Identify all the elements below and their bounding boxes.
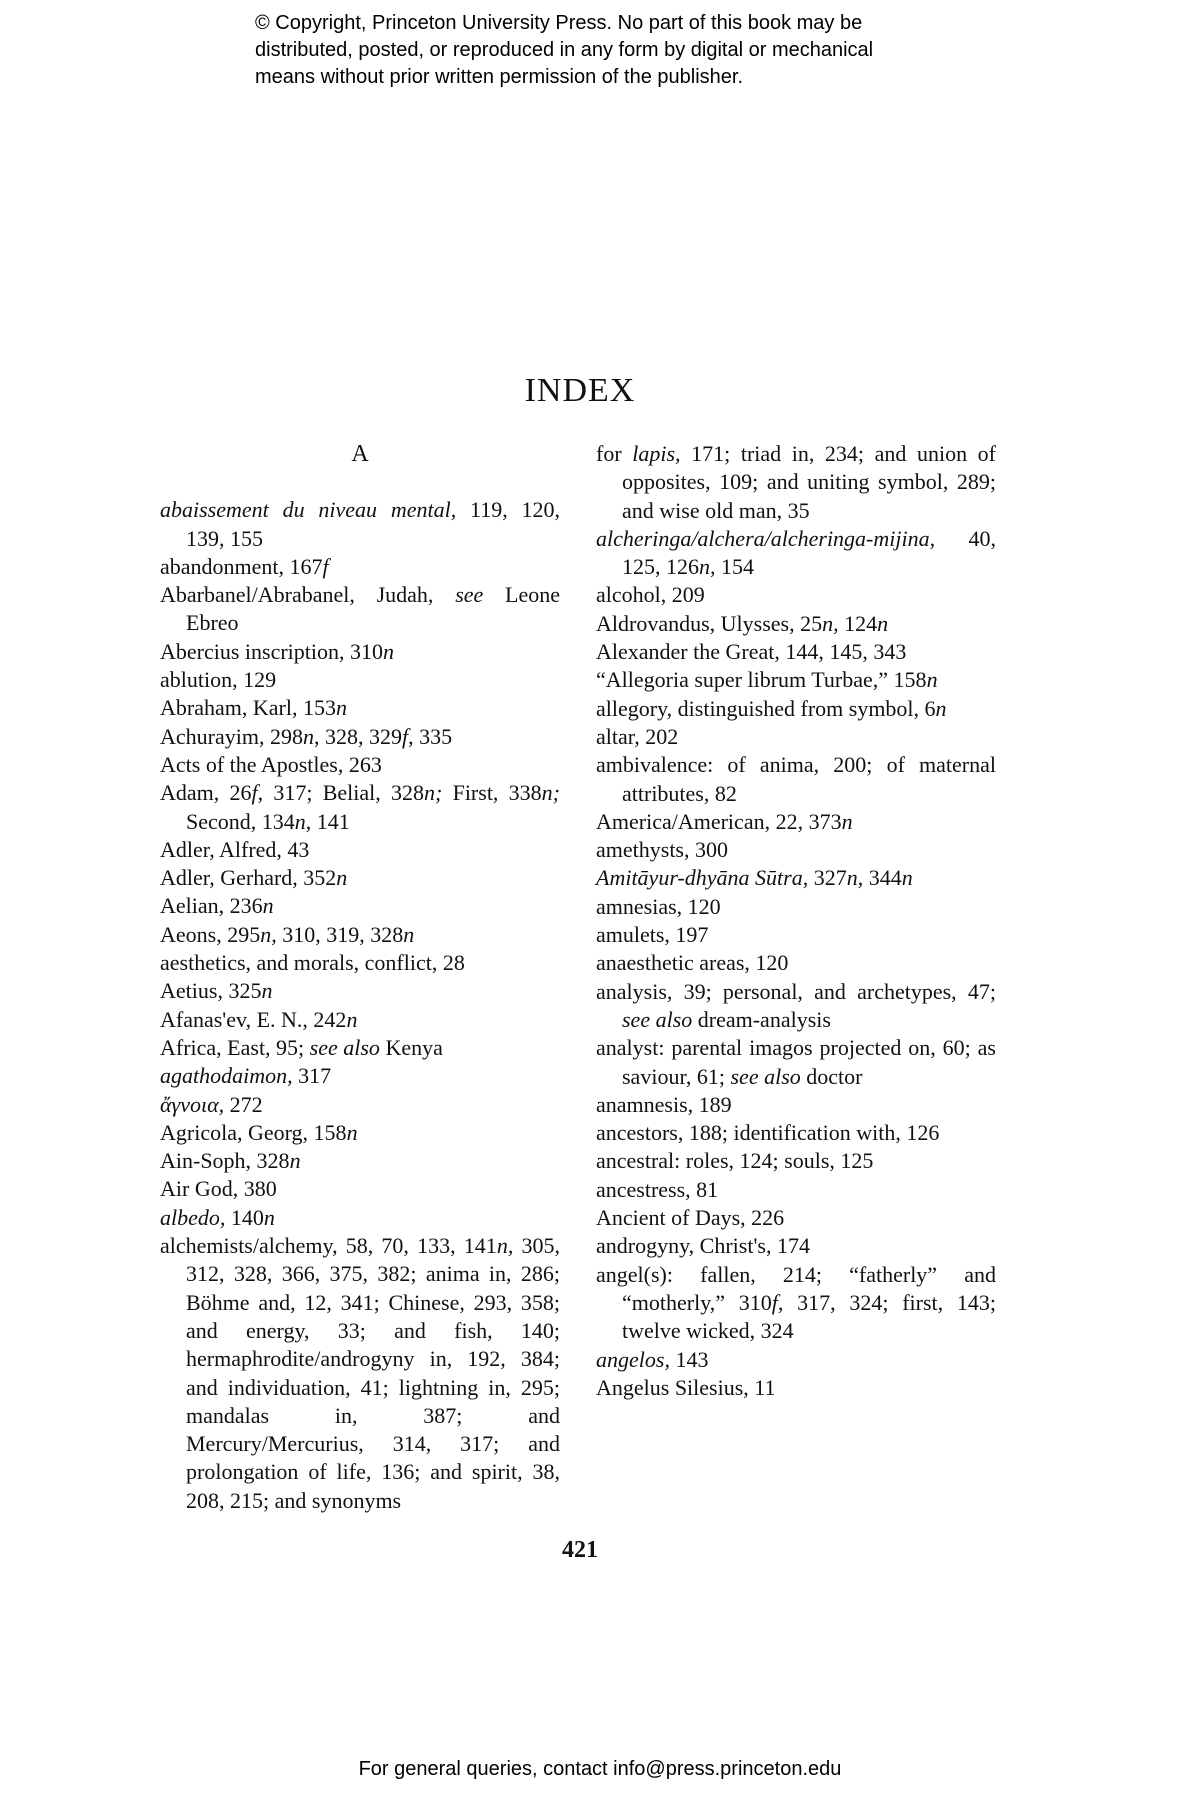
index-entry-text: angel(s): fallen, 214; “fatherly” and “motherly,” 310 [596, 1261, 996, 1315]
index-entry-text: n [335, 695, 347, 721]
index-entry [596, 751, 996, 808]
index-entry-text: ablution, 129 [160, 667, 277, 693]
index-entry [596, 1176, 996, 1204]
index-entry-text: amnesias, 120 [596, 893, 721, 919]
index-entry-text: Aelian, 236 [160, 893, 263, 919]
index-entry-text: 327 [808, 865, 847, 891]
index-entry-text: Aldrovandus, Ulysses, 25 [596, 610, 823, 636]
index-entry-text: n; [541, 780, 560, 806]
index-entry-text: altar, 202 [596, 723, 679, 749]
index-entry-text: ancestors, 188; identification with, 126 [596, 1120, 940, 1146]
index-entry-text: Second, 134 [186, 808, 295, 834]
index-entry-text: “Allegoria super librum Turbae,” 158 [596, 667, 927, 693]
index-entry-text: Angelus Silesius, 11 [596, 1374, 776, 1400]
index-entry-text: n, [294, 808, 312, 834]
index-entry-text: Aeons, 295 [160, 921, 261, 947]
index-entry-text: n, [260, 921, 277, 947]
index-entry-text: abandonment, 167 [160, 553, 323, 579]
index-entry-text: Acts of the Apostles, 263 [160, 751, 382, 777]
copyright-notice [255, 10, 1015, 91]
index-entry-text: 310, 319, 328 [276, 921, 404, 947]
index-entry-text: n [262, 893, 274, 919]
index-entry-text: Agricola, Georg, 158 [160, 1119, 347, 1145]
index-entry-text: Adler, Alfred, 43 [160, 836, 310, 862]
copyright-line-3: means without prior written permission of the publisher. [255, 66, 744, 88]
index-entry [160, 836, 560, 864]
index-entry [160, 751, 560, 779]
index-entry-text: Ain-Soph, 328 [160, 1148, 290, 1174]
index-entry-text: Adam, 26 [160, 780, 252, 806]
index-entry-text: Abercius inscription, 310 [160, 638, 384, 664]
index-entry-text: Achurayim, 298 [160, 723, 303, 749]
index-entry-text: Abraham, Karl, 153 [160, 695, 336, 721]
index-entry-text: 119, 120, 139, 155 [186, 497, 560, 551]
index-entry-text: Afanas'ev, E. N., 242 [160, 1006, 347, 1032]
index-column-left [160, 440, 560, 1515]
index-entry [160, 1062, 560, 1090]
index-entry [160, 921, 560, 949]
index-entry-text: Africa, East, 95; [160, 1034, 310, 1060]
index-entry-text: n [302, 723, 314, 749]
index-entry-text: n [841, 808, 853, 834]
index-entry-text: 344 [863, 865, 902, 891]
index-entry-text: n [877, 610, 889, 636]
index-entry-text: Kenya [379, 1034, 443, 1060]
index-entry [596, 666, 996, 694]
page-number: 421 [562, 1537, 598, 1563]
index-entry-text: allegory, distinguished from symbol, 6 [596, 695, 936, 721]
index-entry-text: 305, 312, 328, 366, 375, 382; anima in, 286; Böhme and, 12, 341; Chinese, 293, 358; and energy, 33; and fish, 140; hermaphrodite/androgyny in, 192, 384; and individuation, 41; lightning in, 295; mandalas in, 387; and Mercury/Mercurius, 314, 317; and prolongation of life, 136; and spirit, 38, 208, 215; and synonyms [186, 1233, 560, 1513]
index-entry-text: America/American, 22, 373 [596, 808, 842, 834]
index-entry [596, 808, 996, 836]
index-entry [160, 553, 560, 581]
index-entry [160, 666, 560, 694]
index-entry [596, 723, 996, 751]
index-entry-text: alchemists/alchemy, 58, 70, 133, 141 [160, 1233, 497, 1259]
index-entry [160, 1204, 560, 1232]
index-entry-text: for [596, 441, 633, 466]
index-entry-text: First, 338 [442, 780, 542, 806]
index-entry [160, 723, 560, 751]
index-entry-text: ancestral: roles, 124; souls, 125 [596, 1148, 874, 1174]
index-entry-text: 141 [311, 808, 350, 834]
index-entry [160, 779, 560, 836]
index-entry-text: 154 [715, 554, 754, 580]
index-entry [596, 1147, 996, 1175]
index-entry [160, 1006, 560, 1034]
index-entry [160, 581, 560, 638]
index-entry-text: aesthetics, and morals, conflict, 28 [160, 950, 465, 976]
index-entry-text: ἄγνοια, [160, 1091, 225, 1117]
index-entry-text: , 328, 329 [313, 723, 402, 749]
index-entry-text: f [322, 553, 329, 579]
page-title: INDEX [524, 372, 636, 409]
index-entry-text: angelos, [596, 1346, 670, 1372]
index-entry [596, 695, 996, 723]
index-entry-text: ancestress, 81 [596, 1176, 719, 1202]
index-entry-text: see also [622, 1006, 693, 1032]
index-entry-text: anaesthetic areas, 120 [596, 950, 789, 976]
index-entry [596, 440, 996, 525]
index-entry-text: Leone Ebreo [186, 582, 560, 636]
index-entry [596, 949, 996, 977]
index-entry [596, 1204, 996, 1232]
index-entry [596, 1119, 996, 1147]
index-entry-text: see [455, 582, 484, 608]
index-entry-text: androgyny, Christ's, 174 [596, 1233, 810, 1259]
index-entry-text: analyst: parental imagos projected on, 60; as saviour, 61; [596, 1035, 996, 1089]
index-entry-text: albedo, [160, 1204, 226, 1230]
index-entry-text: n [263, 1204, 275, 1230]
index-entry-text: Abarbanel/Abrabanel, Judah, [160, 582, 456, 608]
index-entry [596, 525, 996, 582]
index-entry-text: f [251, 780, 258, 806]
index-entry [160, 1119, 560, 1147]
index-entry [160, 864, 560, 892]
index-entry-text: Ancient of Days, 226 [596, 1205, 785, 1231]
index-entry [596, 864, 996, 892]
index-entry-text: n [403, 921, 415, 947]
index-entry-text: analysis, 39; personal, and archetypes, 47; [596, 978, 996, 1004]
index-entry-text: n; [424, 780, 443, 806]
index-entry [160, 892, 560, 920]
index-entry-text: Air God, 380 [160, 1176, 277, 1202]
index-entry [596, 581, 996, 609]
index-entry-text: 317, 324; first, 143; twelve wicked, 324 [622, 1289, 996, 1344]
index-entry-text: n [261, 978, 273, 1004]
index-entry [160, 1232, 560, 1515]
index-entry-text: n [289, 1148, 301, 1174]
index-entry-text: amulets, 197 [596, 922, 709, 948]
index-entry-text: lapis, [632, 441, 681, 466]
index-entry-text: Amitāyur-dhyāna Sūtra, [596, 865, 809, 891]
index-entry [160, 496, 560, 553]
index-entry-text: see also [730, 1063, 801, 1089]
index-entry-text: f, [771, 1289, 784, 1315]
index-entry-text: alcohol, 209 [596, 582, 705, 608]
index-entry-text: 171; triad in, 234; and union of opposites, 109; and uniting symbol, 289; and wise old man, 35 [622, 441, 997, 523]
index-entry-text: n [346, 1119, 358, 1145]
index-entry-text: abaissement du niveau mental, [160, 497, 457, 523]
index-entry-text: n [935, 695, 947, 721]
index-entry-text: f [401, 723, 409, 749]
index-entry-text: Alexander the Great, 144, 145, 343 [596, 639, 907, 665]
index-entry [596, 638, 996, 666]
index-entry [160, 694, 560, 722]
copyright-line-1: © Copyright, Princeton University Press. No part of this book may be [255, 12, 863, 34]
index-entry-text: 272 [224, 1091, 263, 1117]
index-entry [596, 1091, 996, 1119]
index-entry [596, 1034, 996, 1091]
index-entry [596, 921, 996, 949]
index-entry-text: n [901, 865, 913, 891]
index-entry [596, 1346, 996, 1374]
index-entry [596, 1232, 996, 1260]
index-entry-text: 124 [838, 610, 878, 636]
footer-contact: For general queries, contact info@press.princeton.edu [358, 1758, 842, 1780]
index-entry [160, 1034, 560, 1062]
index-entry-text: doctor [800, 1063, 863, 1089]
index-entry [160, 1175, 560, 1203]
index-entry [596, 1261, 996, 1346]
index-entry-text: ambivalence: of anima, 200; of maternal attributes, 82 [596, 752, 996, 806]
index-entry-text: Aetius, 325 [160, 978, 262, 1004]
letter-heading: A [351, 441, 369, 467]
index-entry-text: 140 [225, 1204, 264, 1230]
index-entry-text: n, [846, 865, 864, 891]
copyright-line-2: distributed, posted, or reproduced in any form by digital or mechanical [255, 39, 874, 61]
index-entry [160, 1147, 560, 1175]
index-entry-text: amethysts, 300 [596, 837, 728, 863]
index-entry [596, 610, 996, 638]
index-entry [160, 949, 560, 977]
index-entry-text: alcheringa/alchera/alcheringa-mijina, [596, 525, 936, 551]
index-entry-text: , 335 [408, 723, 453, 749]
index-entry-text: n, [496, 1233, 514, 1259]
index-column-right [596, 440, 996, 1402]
index-entry-text: agathodaimon, [160, 1063, 293, 1089]
index-entry [160, 977, 560, 1005]
index-entry-text: n, [699, 554, 716, 580]
index-entry [596, 978, 996, 1035]
index-entry [596, 1374, 996, 1402]
index-entry [160, 1091, 560, 1119]
index-entry-text: , 317; Belial, 328 [257, 780, 425, 806]
index-entry-text: 317 [292, 1063, 332, 1089]
index-entry-text: n [383, 638, 395, 664]
index-entry-text: n [336, 865, 348, 891]
index-entry [596, 893, 996, 921]
index-entry-text: n [926, 667, 938, 693]
index-entry-text: 143 [669, 1346, 709, 1372]
index-entry-text: 40, 125, 126 [622, 525, 996, 580]
index-entry-text: Adler, Gerhard, 352 [160, 865, 337, 891]
index-entry-text: n [346, 1006, 358, 1032]
index-entry [596, 836, 996, 864]
index-entry [160, 638, 560, 666]
index-entry-text: see also [309, 1034, 380, 1060]
index-entry-text: dream-analysis [692, 1006, 831, 1032]
index-entry-text: n, [822, 610, 839, 636]
index-entry-text: anamnesis, 189 [596, 1091, 732, 1117]
